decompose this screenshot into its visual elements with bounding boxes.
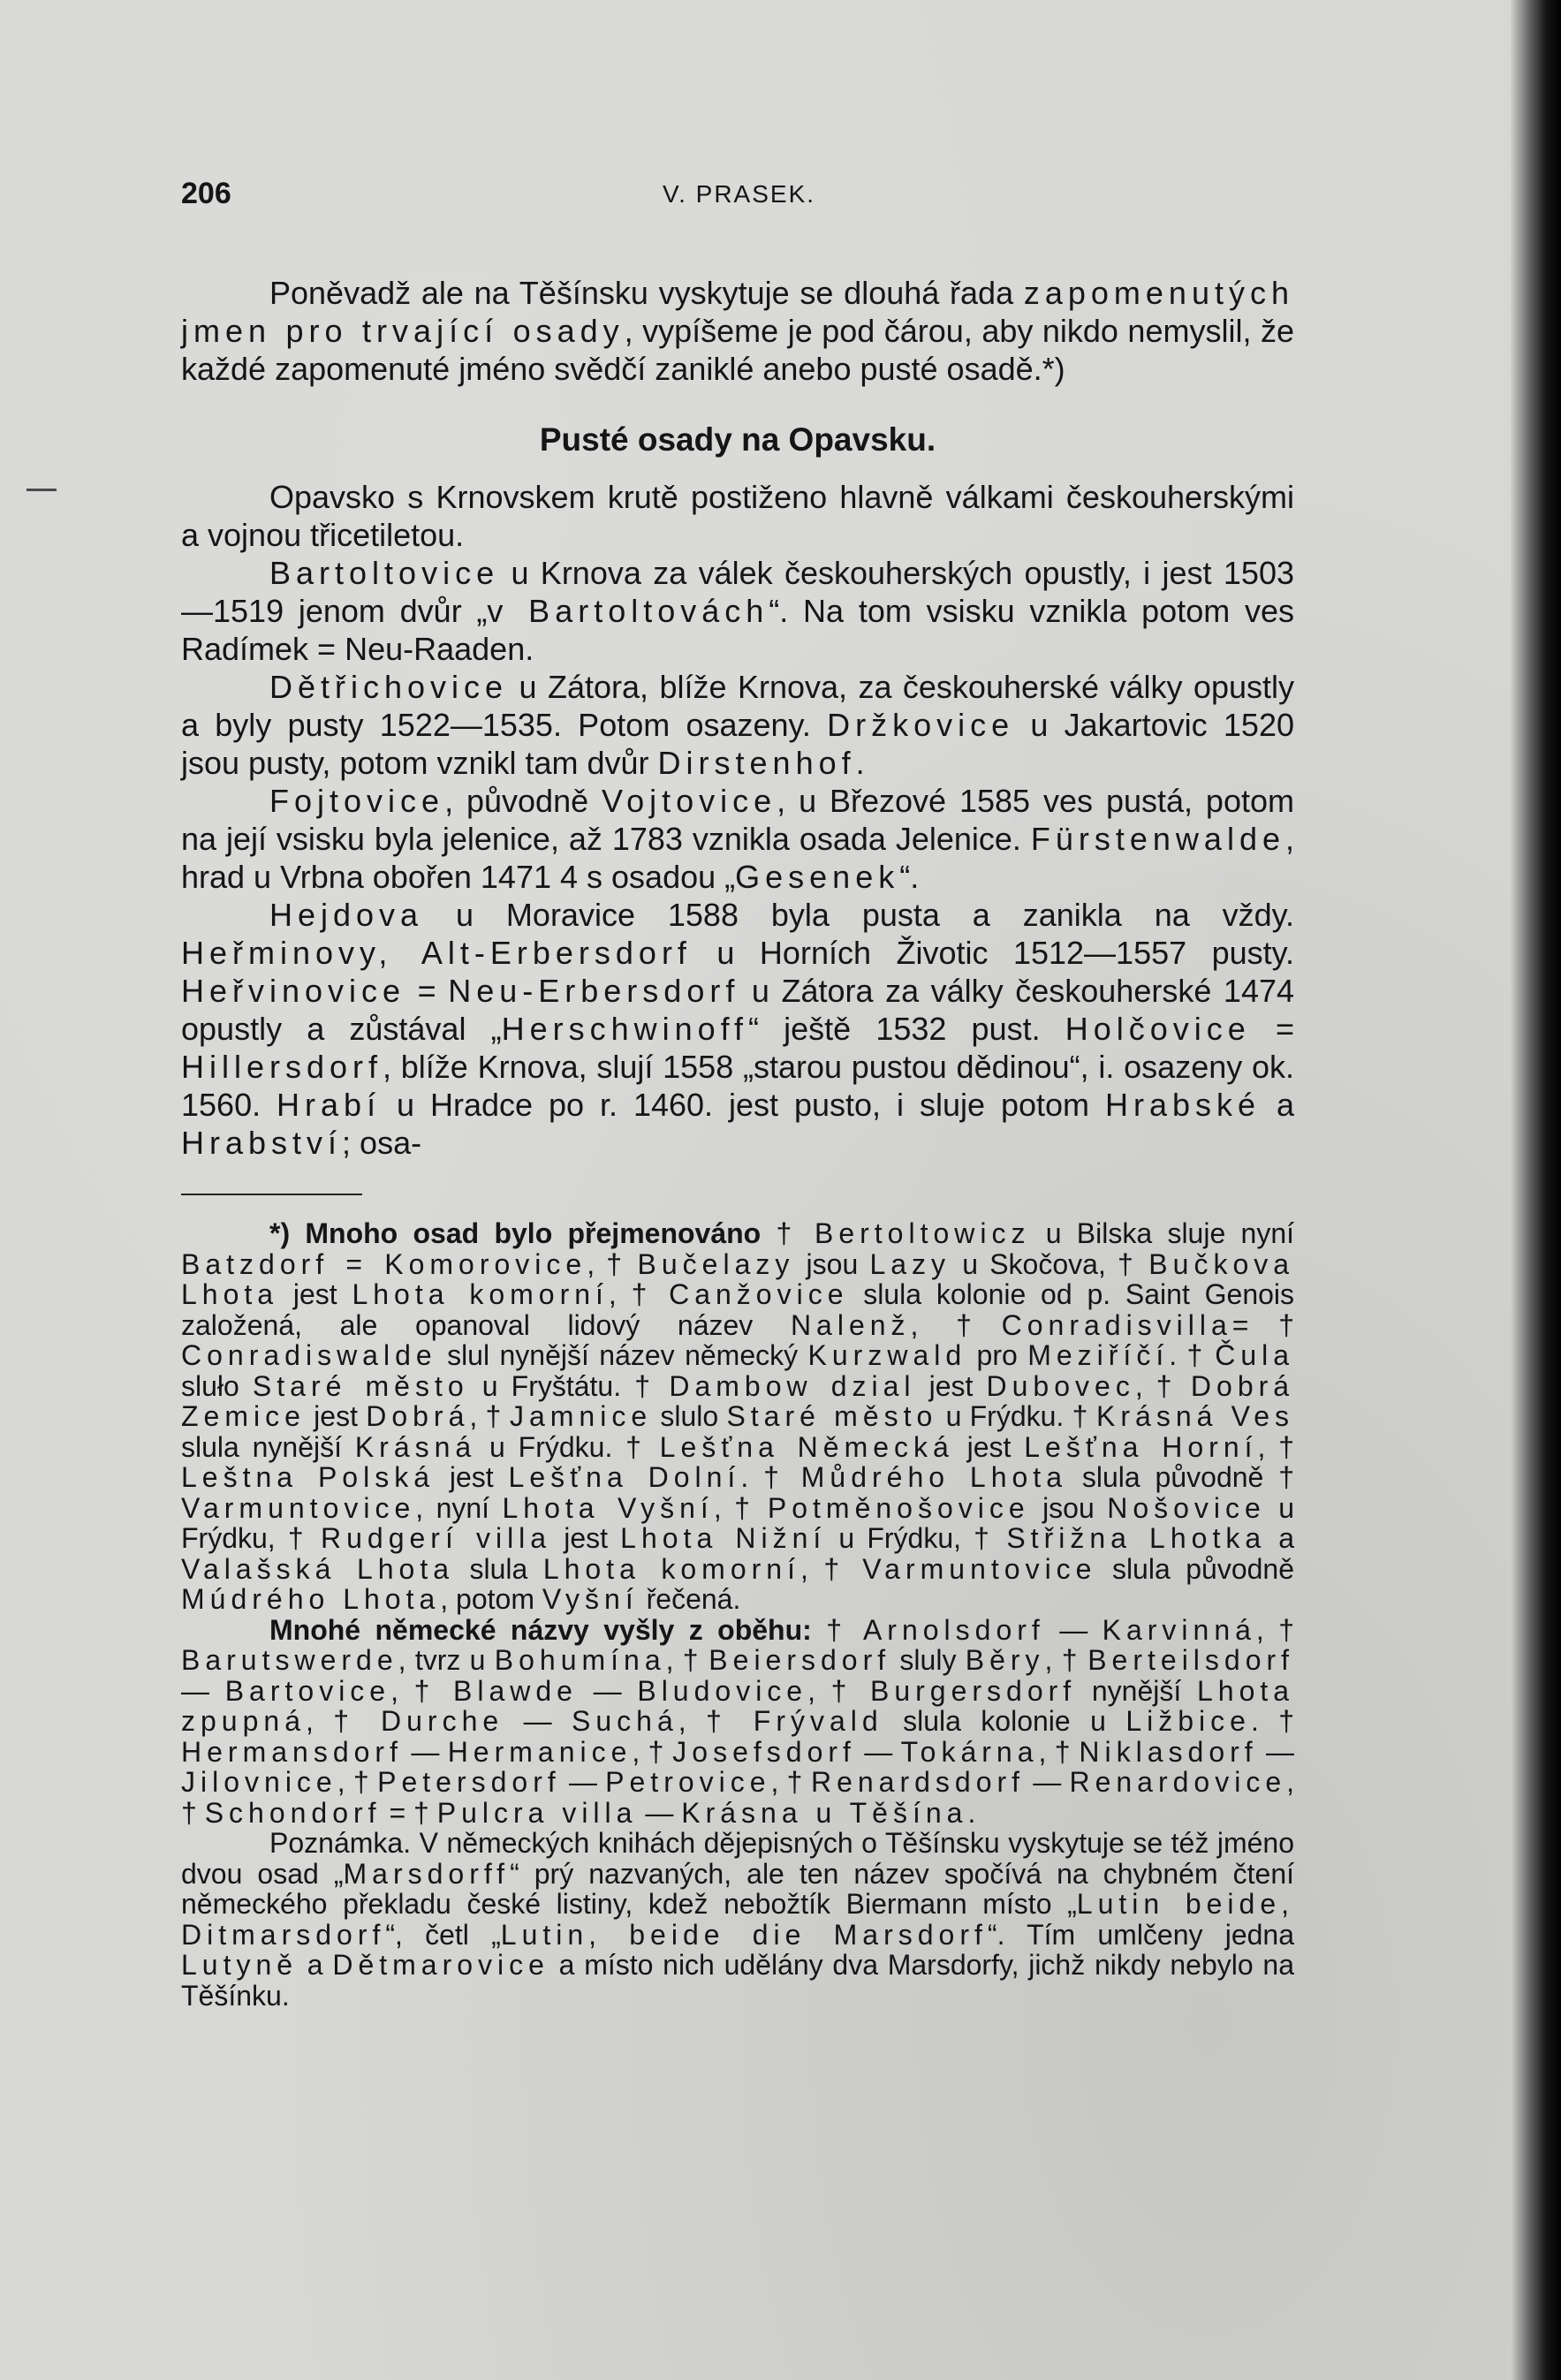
margin-mark bbox=[27, 489, 57, 491]
section-title: Pusté osady na Opavsku. bbox=[539, 421, 936, 458]
page-gutter-shadow bbox=[1511, 0, 1561, 2380]
paragraph-hejdova: Hejdova u Moravice 1588 byla pusta a zanikla na vždy. Heřminovy, Alt-Erbersdorf u Horních Životic 1512—1557 pusty. Heřvinovice = Neu-Erbersdorf u Zátora za války českouherské 1474 opustly a zůstával „Herschwinoff“ ještě 1532 pust. Holčovice = Hillersdorf, blíže Krnova, slují 1558 „starou pustou dědinou“, i. osazeny ok. 1560. Hrabí u Hradce po r. 1460. jest pusto, i sluje potom Hrabské a Hrabství; osa- bbox=[181, 897, 1295, 1161]
footnote-renamed-settlements: *) Mnoho osad bylo přejmenováno † Bertoltowicz u Bilska sluje nyní Batzdorf = Komorovice, † Bučelazy jsou Lazy u Skočova, † Bučkova Lhota jest Lhota komorní, † Canžovice slula kolonie od p. Saint Genois založená, ale opanoval lidový název Nalenž, †Conradisvilla=† Conradiswalde slul nynější název německý Kurzwald pro Meziříčí. † Čula sluło Staré město u Fryštátu. † Dambow dzial jest Dubovec, † Dobrá Zemice jest Dobrá, † Jamnice slulo Staré město u Frýdku. † Krásná Ves slula nynější Krásná u Frýdku. † Lešťna Německá jest Lešťna Horní, † Leštna Polská jest Lešťna Dolní. † Můdrého Lhota slula původně † Varmuntovice, nyní Lhota Vyšní, † Potměnošovice jsou Nošovice u Frýdku, † Rudgerí villa jest Lhota Nižní u Frýdku, † Střižna Lhotka a Valašská Lhota slula Lhota komorní, † Varmuntovice slula původně Múdrého Lhota, potom Vyšní řečená. bbox=[181, 1217, 1295, 1615]
paragraph-fojtovice: Fojtovice, původně Vojtovice, u Březové 1585 ves pustá, potom na její vsisku byla jelenice, až 1783 vznikla osada Jelenice. Fürstenwalde, hrad u Vrbna obořen 1471 4 s osadou „Gesenek“. bbox=[181, 783, 1294, 895]
paragraph-detrichovice: Dětřichovice u Zátora, blíže Krnova, za českouherské války opustly a byly pusty 1522—1535. Potom osazeny. Držkovice u Jakartovic 1520 jsou pusty, potom vznikl tam dvůr Dirstenhof. bbox=[181, 669, 1294, 781]
running-head-author: V. PRASEK. bbox=[663, 180, 816, 208]
footnote-german-names: Mnohé německé názvy vyšly z oběhu: † Arnolsdorf — Karvinná, † Barutswerde, tvrz u Bohumína, † Beiersdorf sluly Běry, † Berteilsdorf — Bartovice, † Blawde — Bludovice, † Burgersdorf nynější Lhota zpupná, † Durche — Suchá, † Frývald slula kolonie u Ližbice. † Hermansdorf — Hermanice, † Josefsdorf — Tokárna, † Niklasdorf — Jilovnice, † Petersdorf — Petrovice, † Renardsdorf — Renardovice, † Schondorf = † Pulcra villa — Krásna u Těšína. bbox=[181, 1613, 1295, 1829]
footnote-note: Poznámka. V německých knihách dějepisných o Těšínsku vyskytuje se též jméno dvou osad „Marsdorff“ prý nazvaných, ale ten název spočívá na chybném čtení německého překladu české listiny, kdež nebožtík Biermann místo „Lutin beide, Ditmarsdorf“, četl „Lutin, beide die Marsdorf“. Tím umlčeny jedna Lutyně a Dětmarovice a místo nich udělány dva Marsdorfy, jichž nikdy nebylo na Těšínku. bbox=[181, 1827, 1295, 2012]
page-content bbox=[181, 177, 1294, 2011]
running-head bbox=[181, 177, 1294, 221]
intro-paragraph: Poněvadž ale na Těšínsku vyskytuje se dlouhá řada zapomenutých jmen pro trvající osady, vypíšeme je pod čárou, aby nikdo nemyslil, že každé zapomenuté jméno svědčí zaniklé anebo pusté osadě.*) bbox=[181, 275, 1294, 387]
page-number: 206 bbox=[181, 177, 231, 210]
paragraph-opavsko: Opavsko s Krnovskem krutě postiženo hlavně válkami českouherskými a vojnou třicetiletou. bbox=[181, 479, 1294, 553]
footnote-rule bbox=[181, 1194, 362, 1195]
paragraph-bartoltovice: Bartoltovice u Krnova za válek českouherských opustly, i jest 1503—1519 jenom dvůr „v Bartoltovách“. Na tom vsisku vznikla potom ves Radímek = Neu-Raaden. bbox=[181, 555, 1294, 667]
